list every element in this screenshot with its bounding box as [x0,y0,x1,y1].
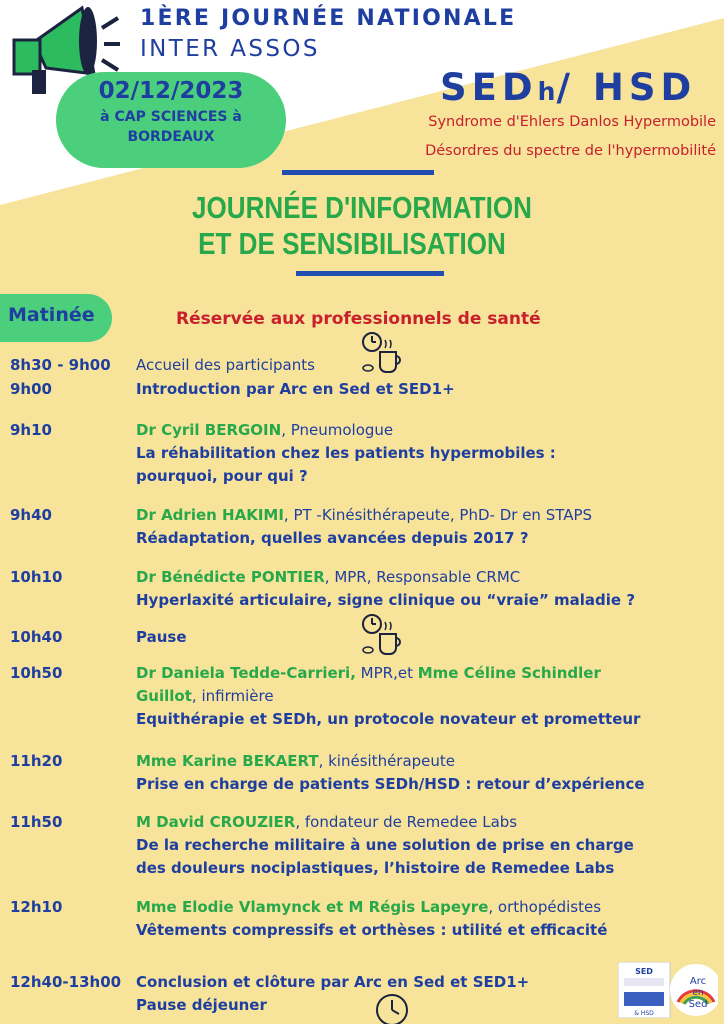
speaker-role: , fondateur de Remedee Labs [295,813,518,831]
sed1-logo-subtext: & HSD [634,1010,654,1017]
time-slot: 12h40-13h00 [10,973,122,991]
program-item [136,662,640,731]
speaker-name: Dr Bénédicte PONTIER [136,568,325,586]
arc-logo-text: en [692,988,704,998]
event-location-line2: BORDEAUX [127,129,215,145]
speaker-role: , Pneumologue [281,421,394,439]
program-item [136,750,645,796]
syndrome-subtitle: Syndrome d'Ehlers Danlos Hypermobile [428,114,716,130]
speaker-name: Guillot [136,687,192,705]
speaker-name: Dr Daniela Tedde-Carrieri, [136,664,356,682]
time-slot: 8h30 - 9h00 [10,356,111,374]
talk-title: La réhabilitation chez les patients hypermobiles : [136,444,556,462]
talk-title: pourquoi, pour qui ? [136,467,308,485]
speaker-name: Dr Adrien HAKIMI [136,506,284,524]
time-slot: 12h10 [10,898,63,916]
talk-title: De la recherche militaire à une solution de prise en charge [136,836,634,854]
program-item [136,566,635,612]
speaker-role: , kinésithérapeute [318,752,456,770]
arc-logo-text: Sed [688,999,708,1010]
time-slot: 10h10 [10,568,63,586]
program-item [136,971,529,1017]
talk-title: Vêtements compressifs et orthèses : utilité et efficacité [136,921,608,939]
talk-title: Equithérapie et SEDh, un protocole novateur et prometteur [136,710,641,728]
time-slot: 9h00 [10,380,52,398]
program-text: Pause [136,628,187,646]
program-item [136,811,634,880]
time-slot: 11h20 [10,752,63,770]
program-text: Pause déjeuner [136,996,267,1014]
partner-logos [618,962,718,1022]
program-item [136,896,607,942]
program-text: Conclusion et clôture par Arc en Sed et SED1+ [136,973,530,991]
program-text: Accueil des participants [136,356,315,374]
coffee-break-icon [358,330,406,374]
speaker-role: , infirmière [191,687,274,705]
divider-bottom [296,271,444,276]
time-slot: 9h10 [10,421,52,439]
lunch-clock-icon [372,990,414,1024]
speaker-role: , PT -Kinésithérapeute, PhD- Dr en STAPS [283,506,593,524]
talk-title: Prise en charge de patients SEDh/HSD : retour d’expérience [136,775,645,793]
speaker-name: Dr Cyril BERGOIN [136,421,282,439]
sed1-logo-text: SED [635,967,653,976]
talk-title: Hyperlaxité articulaire, signe clinique ou “vraie” maladie ? [136,591,636,609]
coffee-break-icon [358,612,406,656]
program-item [136,419,556,488]
time-slot: 11h50 [10,813,63,831]
program-item [136,504,592,550]
time-slot: 10h50 [10,664,63,682]
event-date: 02/12/2023 [98,78,244,104]
arc-logo-text: Arc [689,976,707,987]
time-slot: 9h40 [10,506,52,524]
speaker-role: , MPR, Responsable CRMC [324,568,521,586]
event-location-line1: à CAP SCIENCES à [100,109,242,125]
spectrum-subtitle: Désordres du spectre de l'hypermobilité [425,143,716,159]
date-location-badge [56,72,286,168]
main-heading-line2: ET DE SENSIBILISATION [198,226,506,261]
event-subtitle: INTER ASSOS [140,36,320,62]
speaker-role: MPR,et [355,664,418,682]
main-heading-line1: JOURNÉE D'INFORMATION [192,190,532,225]
speaker-name: Mme Céline Schindler [417,664,601,682]
speaker-name: M David CROUZIER [136,813,296,831]
speaker-role: , orthopédistes [488,898,602,916]
speaker-name: Mme Karine BEKAERT [136,752,319,770]
sedh-hsd-title: SEDh/ HSD [440,66,697,109]
speaker-name: Mme Elodie Vlamynck et M Régis Lapeyre [136,898,489,916]
time-slot: 10h40 [10,628,63,646]
talk-title: Réadaptation, quelles avancées depuis 2017 ? [136,529,529,547]
session-badge: Matinée [0,294,112,342]
talk-title: des douleurs nociplastiques, l’histoire de Remedee Labs [136,859,615,877]
audience-note: Réservée aux professionnels de santé [176,309,541,329]
event-title: 1ÈRE JOURNÉE NATIONALE [140,6,517,31]
program-text: Introduction par Arc en Sed et SED1+ [136,380,455,398]
divider-top [282,170,434,175]
